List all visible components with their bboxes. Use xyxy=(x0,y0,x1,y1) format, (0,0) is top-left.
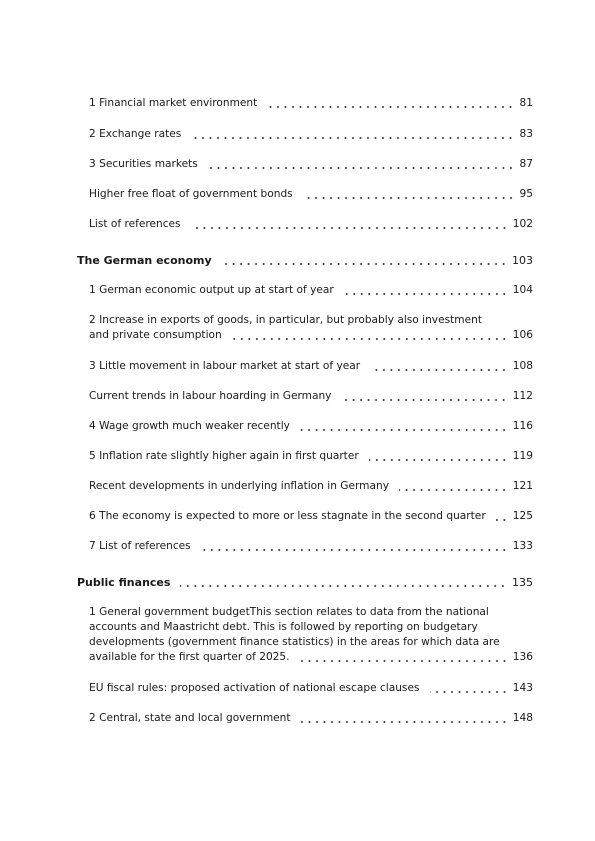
toc-entry-title-line: accounts and Maastricht debt. This is followed by reporting on budgetary xyxy=(89,621,478,633)
toc-entry-title-line: 2 Increase in exports of goods, in particular, but probably also investment xyxy=(89,314,482,326)
toc-entry[interactable] xyxy=(89,605,533,665)
toc-entry-page: 125 xyxy=(512,510,533,522)
toc-entry[interactable] xyxy=(89,479,533,494)
toc-entry-page: 133 xyxy=(512,540,533,552)
toc-entry[interactable] xyxy=(89,449,533,464)
toc-entry-title: 3 Securities markets xyxy=(89,158,198,170)
dot-leader xyxy=(300,429,508,431)
toc-section-title: Public finances xyxy=(77,576,171,589)
toc-section-heading[interactable] xyxy=(77,253,533,268)
toc-section-page: 135 xyxy=(512,576,533,589)
toc-entry-title: 2 Central, state and local government xyxy=(89,712,291,724)
dot-leader xyxy=(300,660,508,662)
toc-entry[interactable] xyxy=(89,389,533,404)
dot-leader xyxy=(191,137,514,139)
toc-entry-title: EU fiscal rules: proposed activation of national escape clauses xyxy=(89,682,420,694)
toc-entry[interactable] xyxy=(89,157,533,172)
toc-entry-page: 136 xyxy=(512,651,533,663)
dot-leader xyxy=(267,106,514,108)
dot-leader xyxy=(191,227,508,229)
dot-leader xyxy=(303,197,515,199)
toc-entry[interactable] xyxy=(89,96,533,111)
toc-section-page: 103 xyxy=(512,254,533,267)
toc-section-title: The German economy xyxy=(77,254,212,267)
toc-entry-title: 3 Little movement in labour market at start of year xyxy=(89,360,361,372)
dot-leader xyxy=(369,459,508,461)
dot-leader xyxy=(232,338,508,340)
toc-entry-title: Higher free float of government bonds xyxy=(89,188,293,200)
toc-entry-page: 95 xyxy=(519,188,533,200)
toc-entry-title-line: available for the first quarter of 2025. xyxy=(89,651,290,663)
toc-entry[interactable] xyxy=(89,711,533,726)
toc-entry-title-line: and private consumption xyxy=(89,329,222,341)
toc-entry-title: Current trends in labour hoarding in Germany xyxy=(89,390,332,402)
toc-entry-page: 108 xyxy=(512,360,533,372)
toc-section-heading[interactable] xyxy=(77,575,533,590)
toc-entry[interactable] xyxy=(89,187,533,202)
dot-leader xyxy=(399,489,508,491)
toc-entry-page: 121 xyxy=(512,480,533,492)
toc-entry-page: 81 xyxy=(519,97,533,109)
toc-entry[interactable] xyxy=(89,509,533,524)
toc-entry[interactable] xyxy=(89,313,533,343)
toc-entry-page: 102 xyxy=(512,218,533,230)
toc-entry-page: 83 xyxy=(519,128,533,140)
toc-entry-page: 148 xyxy=(512,712,533,724)
toc-entry-page: 116 xyxy=(512,420,533,432)
dot-leader xyxy=(430,691,508,693)
dot-leader xyxy=(496,519,508,521)
toc-entry-page: 143 xyxy=(512,682,533,694)
toc-entry-title: List of references xyxy=(89,218,181,230)
toc-entry-title: 1 German economic output up at start of year xyxy=(89,284,334,296)
toc-entry-title-line: 1 General government budgetThis section relates to data from the national xyxy=(89,606,489,618)
dot-leader xyxy=(222,263,507,265)
toc-entry-page: 119 xyxy=(512,450,533,462)
toc-entry-title: 4 Wage growth much weaker recently xyxy=(89,420,290,432)
dot-leader xyxy=(301,721,508,723)
toc-entry-title: 5 Inflation rate slightly higher again in first quarter xyxy=(89,450,359,462)
toc-entry-page: 104 xyxy=(512,284,533,296)
toc-entry[interactable] xyxy=(89,681,533,696)
toc-entry-title: Recent developments in underlying inflation in Germany xyxy=(89,480,389,492)
toc-entry[interactable] xyxy=(89,359,533,374)
dot-leader xyxy=(201,549,508,551)
toc-entry[interactable] xyxy=(89,127,533,142)
toc-entry-page: 112 xyxy=(512,390,533,402)
toc-entry-page: 106 xyxy=(512,329,533,341)
dot-leader xyxy=(344,293,508,295)
dot-leader xyxy=(180,585,507,587)
toc-entry[interactable] xyxy=(89,283,533,298)
toc-entry-title: 6 The economy is expected to more or less stagnate in the second quarter xyxy=(89,510,486,522)
toc-entry[interactable] xyxy=(89,217,533,232)
dot-leader xyxy=(208,167,515,169)
toc-entry-title: 2 Exchange rates xyxy=(89,128,182,140)
toc-entry-title-line: developments (government finance statistics) in the areas for which data are xyxy=(89,636,500,648)
toc-entry[interactable] xyxy=(89,419,533,434)
toc-entry[interactable] xyxy=(89,539,533,554)
toc-entry-title: 1 Financial market environment xyxy=(89,97,258,109)
toc-entry-page: 87 xyxy=(519,158,533,170)
toc-entry-title: 7 List of references xyxy=(89,540,191,552)
dot-leader xyxy=(341,399,507,401)
dot-leader xyxy=(370,369,508,371)
